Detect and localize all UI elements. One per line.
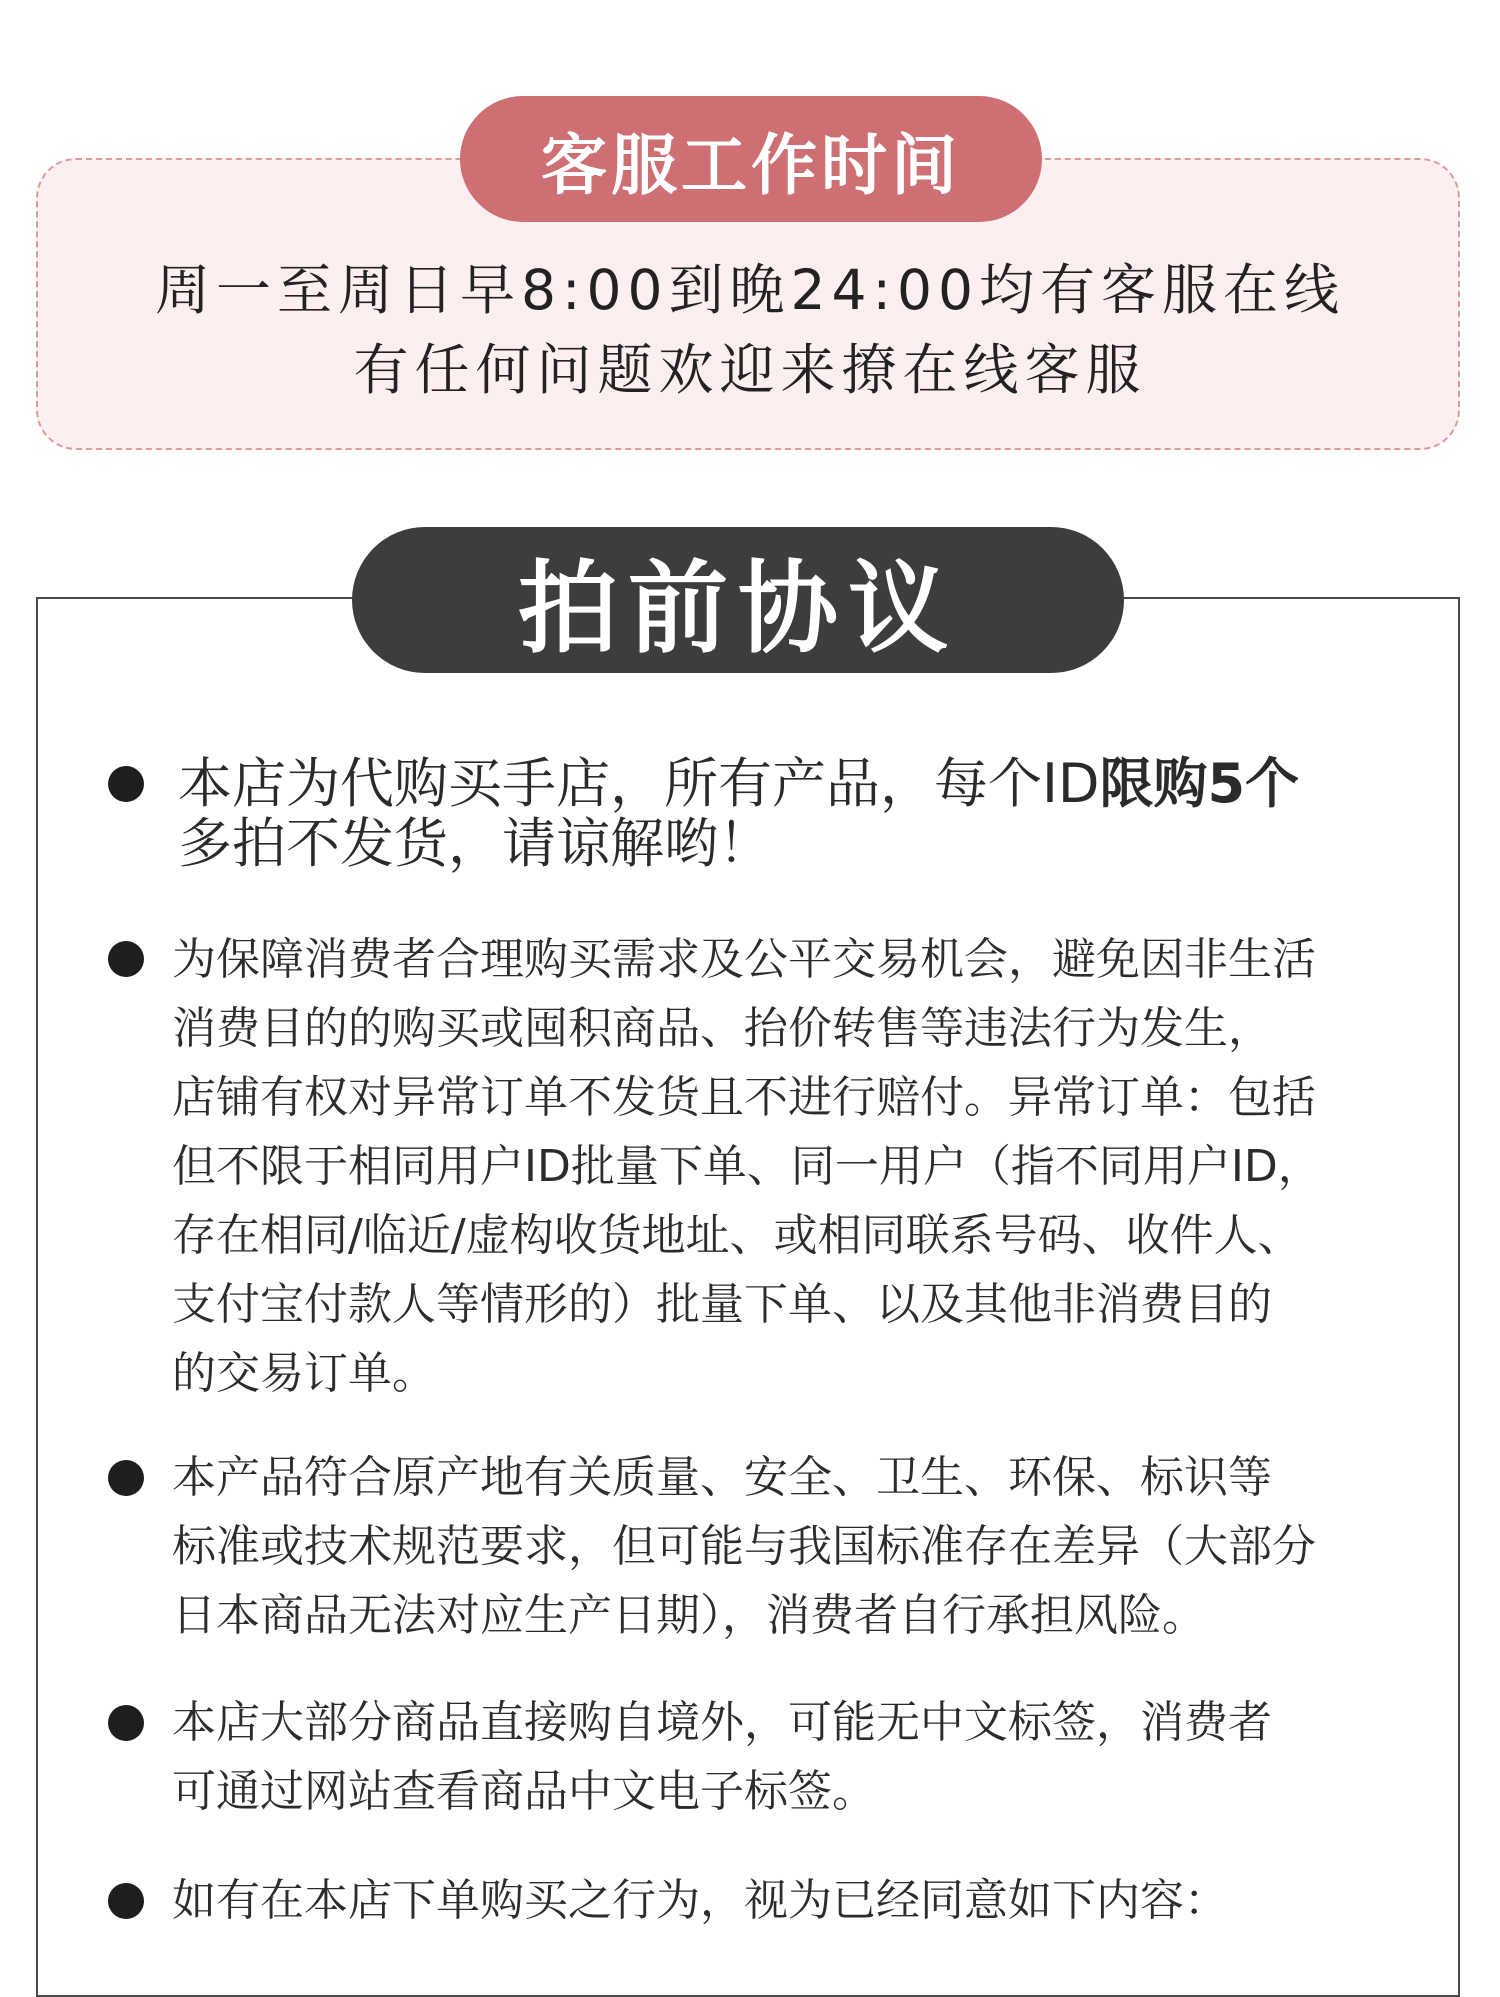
clause-5-line: 如有在本店下单购买之行为，视为已经同意如下内容： (172, 1875, 1228, 1926)
clause-2-line: 为保障消费者合理购买需求及公平交易机会，避免因非生活 (172, 934, 1316, 985)
clause-3-line: 标准或技术规范要求，但可能与我国标准存在差异（大部分 (172, 1521, 1316, 1572)
clause-4-line: 本店大部分商品直接购自境外，可能无中文标签，消费者 (172, 1697, 1272, 1748)
service-hours-text-line2: 有任何问题欢迎来撩在线客服 (353, 338, 1147, 402)
clause-4 (172, 1688, 1412, 1826)
clause-3 (172, 1443, 1412, 1650)
bullet-dot (108, 1460, 144, 1496)
clause-2-line: 但不限于相同用户ID批量下单、同一用户（指不同用户ID， (172, 1141, 1322, 1192)
clause-2-line: 消费目的的购买或囤积商品、抬价转售等违法行为发生， (172, 1003, 1272, 1054)
service-hours-text-line1: 周一至周日早8:00到晚24:00均有客服在线 (154, 258, 1345, 322)
clause-2-line: 店铺有权对异常订单不发货且不进行赔付。异常订单：包括 (172, 1072, 1316, 1123)
bullet-dot (108, 941, 144, 977)
clause-1-line-1: 本店为代购买手店，所有产品，每个ID限购5个 (178, 752, 1300, 815)
clause-1 (178, 754, 1418, 874)
bullet-dot (108, 766, 144, 802)
clause-1-line-2: 多拍不发货，请谅解哟！ (178, 812, 772, 875)
clause-2 (172, 925, 1412, 1408)
bullet-dot (108, 1883, 144, 1919)
clause-3-line: 日本商品无法对应生产日期），消费者自行承担风险。 (172, 1590, 1206, 1641)
purchase-limit-emphasis: 限购5个 (1099, 752, 1300, 815)
clause-2-line: 存在相同/临近/虚构收货地址、或相同联系号码、收件人、 (172, 1210, 1302, 1261)
clause-3-line: 本产品符合原产地有关质量、安全、卫生、环保、标识等 (172, 1452, 1272, 1503)
agreement-title: 拍前协议 (352, 527, 1124, 673)
clause-4-line: 可通过网站查看商品中文电子标签。 (172, 1766, 876, 1817)
bullet-dot (108, 1705, 144, 1741)
service-hours-title: 客服工作时间 (460, 96, 1042, 222)
clause-2-line: 支付宝付款人等情形的）批量下单、以及其他非消费目的 (172, 1279, 1272, 1330)
clause-2-line: 的交易订单。 (172, 1348, 436, 1399)
clause-5 (172, 1866, 1412, 1935)
